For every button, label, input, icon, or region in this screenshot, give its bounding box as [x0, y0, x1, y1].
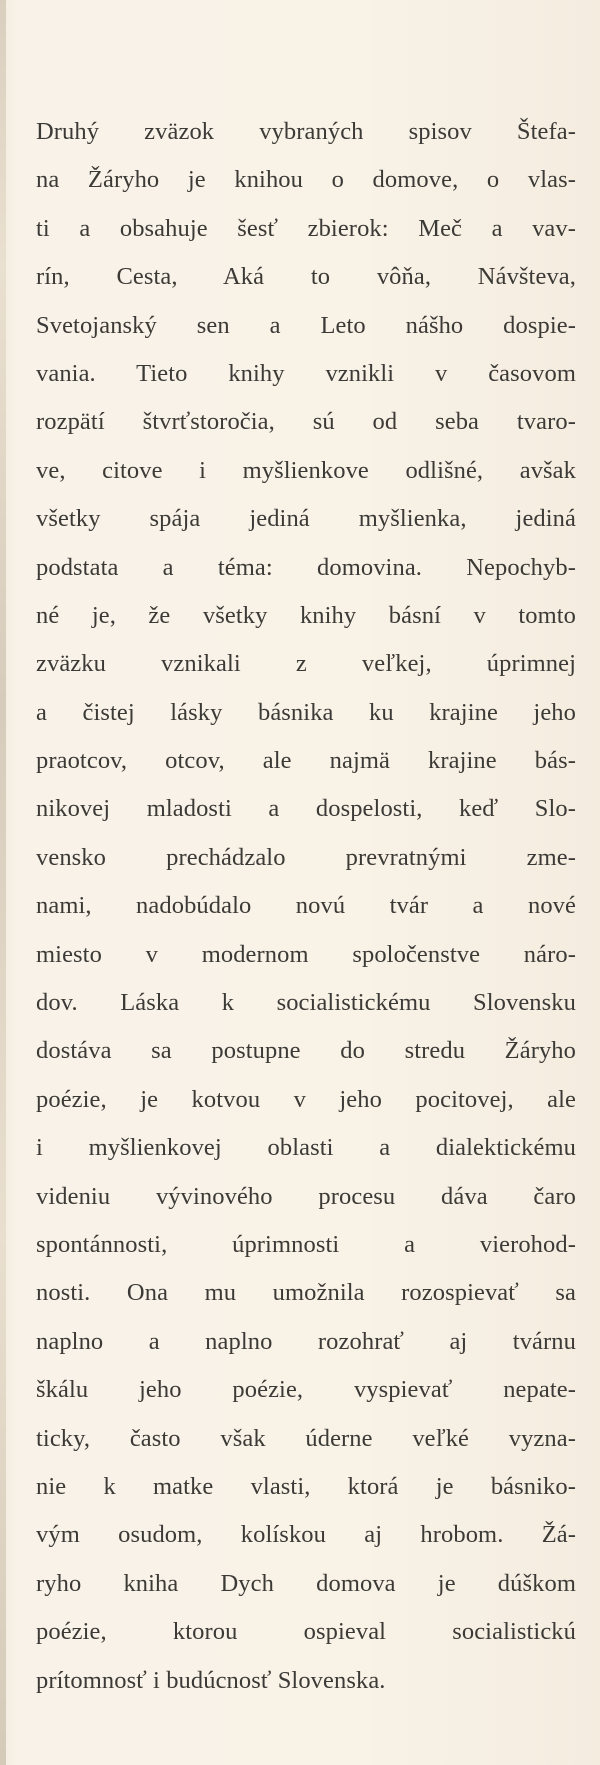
- text-line: videniu vývinového procesu dáva čaro: [36, 1182, 576, 1210]
- text-line: nosti. Ona mu umožnila rozospievať sa: [36, 1279, 576, 1307]
- text-line: né je, že všetky knihy básní v tomto: [36, 601, 576, 629]
- text-line: všetky spája jediná myšlienka, jediná: [36, 505, 576, 533]
- text-line: nami, nadobúdalo novú tvár a nové: [36, 892, 576, 920]
- text-line: na Žáryho je knihou o domove, o vlas-: [36, 166, 576, 194]
- text-line: ticky, často však úderne veľké vyzna-: [36, 1424, 576, 1452]
- text-line: ve, citove i myšlienkove odlišné, avšak: [36, 456, 576, 484]
- text-line: Svetojanský sen a Leto nášho dospie-: [36, 311, 576, 339]
- text-line: a čistej lásky básnika ku krajine jeho: [36, 698, 576, 726]
- text-line: rín, Cesta, Aká to vôňa, Návšteva,: [36, 263, 576, 291]
- text-line: spontánnosti, úprimnosti a vierohod-: [36, 1230, 576, 1258]
- text-line: škálu jeho poézie, vyspievať nepate-: [36, 1376, 576, 1404]
- text-line: miesto v modernom spoločenstve náro-: [36, 940, 576, 968]
- text-line: dov. Láska k socialistickému Slovensku: [36, 989, 576, 1017]
- text-line: podstata a téma: domovina. Nepochyb-: [36, 553, 576, 581]
- text-line: prítomnosť i budúcnosť Slovenska.: [36, 1666, 386, 1694]
- text-line: nikovej mladosti a dospelosti, keď Slo-: [36, 795, 576, 823]
- text-line: naplno a naplno rozohrať aj tvárnu: [36, 1327, 576, 1355]
- text-line: Druhý zväzok vybraných spisov Štefa-: [36, 118, 576, 145]
- text-line: praotcov, otcov, ale najmä krajine bás-: [36, 747, 576, 775]
- text-line: vania. Tieto knihy vznikli v časovom: [36, 359, 576, 387]
- blurb-text: [36, 108, 576, 1705]
- text-line: poézie, je kotvou v jeho pocitovej, ale: [36, 1085, 576, 1113]
- text-line: rozpätí štvrťstoročia, sú od seba tvaro-: [36, 408, 576, 436]
- page-edge-shadow: [0, 0, 6, 1765]
- text-line: ti a obsahuje šesť zbierok: Meč a vav-: [36, 214, 576, 242]
- text-line: nie k matke vlasti, ktorá je básniko-: [36, 1472, 576, 1500]
- text-line: ryho kniha Dych domova je dúškom: [36, 1569, 576, 1597]
- text-line: vensko prechádzalo prevratnými zme-: [36, 843, 576, 871]
- text-line: zväzku vznikali z veľkej, úprimnej: [36, 650, 576, 678]
- text-line: vým osudom, kolískou aj hrobom. Žá-: [36, 1521, 576, 1549]
- text-line: poézie, ktorou ospieval socialistickú: [36, 1618, 576, 1646]
- text-line: i myšlienkovej oblasti a dialektickému: [36, 1134, 576, 1162]
- text-line: dostáva sa postupne do stredu Žáryho: [36, 1037, 576, 1065]
